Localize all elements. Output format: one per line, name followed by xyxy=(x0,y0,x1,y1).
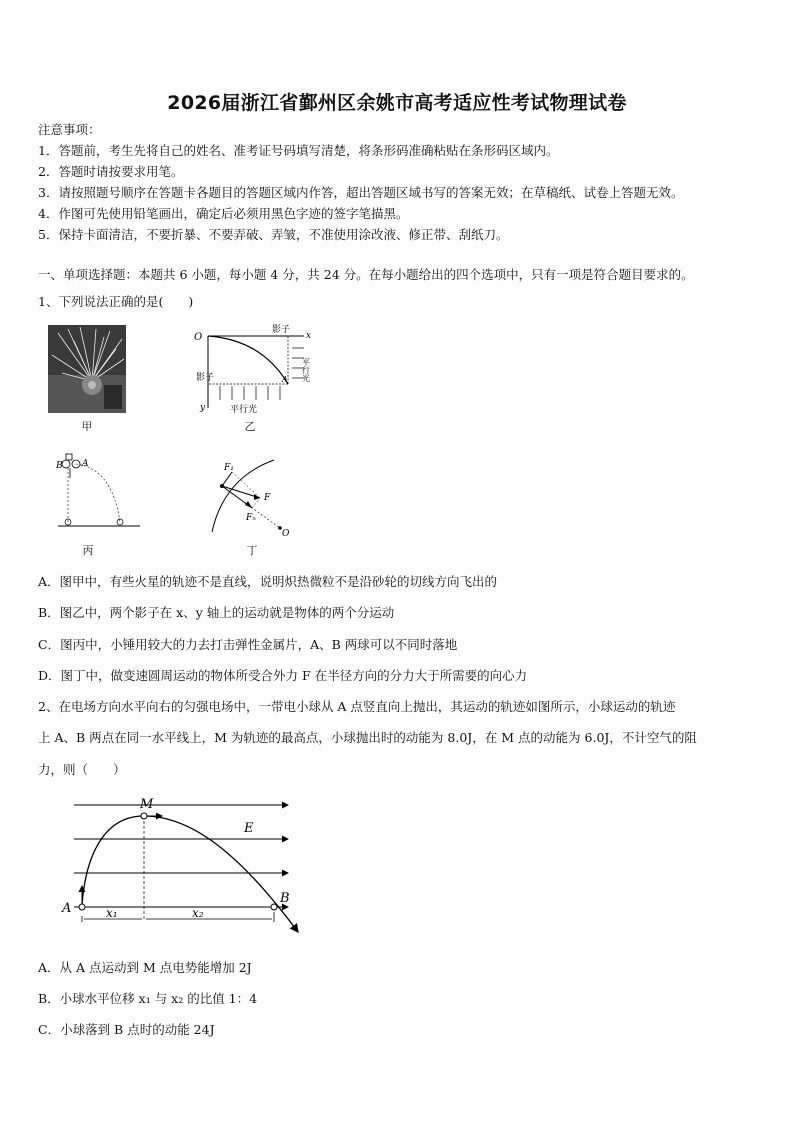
q2-stem-line: 上 A、B 两点在同一水平线上，M 为轨迹的最高点，小球抛出时的动能为 8.0J，在 M 点的动能为 6.0J，不计空气的阻 xyxy=(38,730,697,745)
q2-option-c: C．小球落到 B 点时的动能 24J xyxy=(38,1022,215,1037)
figure-caption-yi: 乙 xyxy=(244,420,256,433)
label-shadow-y: 影子 xyxy=(196,373,215,383)
label-e: E xyxy=(244,821,254,836)
label-b: B xyxy=(56,461,63,471)
figure-caption-ding: 丁 xyxy=(246,544,258,557)
q1-option-b: B．图乙中，两个影子在 x、y 轴上的运动就是物体的两个分运动 xyxy=(38,605,395,620)
label-origin: O xyxy=(194,332,203,343)
label-x1: x₁ xyxy=(106,906,118,920)
label-y-axis: y xyxy=(200,403,206,413)
q1-option-c: C．图丙中，小锤用较大的力去打击弹性金属片，A、B 两球可以不同时落地 xyxy=(38,637,458,652)
notice-heading: 注意事项： xyxy=(38,122,101,137)
notice-item: 2．答题时请按要求用笔。 xyxy=(38,164,184,179)
label-point: A xyxy=(282,375,288,384)
label-fn: Fₙ xyxy=(246,513,256,523)
label-b: B xyxy=(280,891,290,906)
notice-item: 4．作图可先使用铅笔画出，确定后必须用黑色字迹的签字笔描黑。 xyxy=(38,206,409,221)
label-f: F xyxy=(264,493,271,503)
label-f1: F₁ xyxy=(224,463,234,473)
q2-figure-trajectory xyxy=(56,792,308,940)
section-heading: 一、单项选择题：本题共 6 小题，每小题 4 分，共 24 分。在每小题给出的四个选项中，只有一项是符合题目要求的。 xyxy=(38,267,694,282)
figure-bing-diagram xyxy=(54,452,144,532)
question-1-stem: 1、下列说法正确的是( ) xyxy=(38,294,194,309)
label-x-axis: x xyxy=(306,331,312,341)
q1-option-a: A．图甲中，有些火星的轨迹不是直线，说明炽热微粒不是沿砂轮的切线方向飞出的 xyxy=(38,574,498,589)
notice-item: 5．保持卡面清洁，不要折暴、不要弄破、弄皱，不准使用涂改液、修正带、刮纸刀。 xyxy=(38,227,509,242)
q2-option-a: A．从 A 点运动到 M 点电势能增加 2J xyxy=(38,960,252,975)
notice-item: 3．请按照题号顺序在答题卡各题目的答题区域内作答，超出答题区域书写的答案无效；在草稿纸、试卷上答题无效。 xyxy=(38,185,684,200)
label-parallel-right: 平行光 xyxy=(301,358,311,382)
figure-jia-photo xyxy=(48,325,126,413)
notice-item: 1．答题前，考生先将自己的姓名、准考证号码填写清楚，将条形码准确粘贴在条形码区域内。 xyxy=(38,143,559,158)
label-m: M xyxy=(140,797,154,812)
label-x2: x₂ xyxy=(192,906,204,920)
label-shadow-x: 影子 xyxy=(272,325,291,335)
q2-option-b: B．小球水平位移 x₁ 与 x₂ 的比值 1：4 xyxy=(38,991,258,1006)
q2-stem-line: 2、在电场方向水平向右的匀强电场中，一带电小球从 A 点竖直向上抛出，其运动的轨迹如图所示，小球运动的轨迹 xyxy=(38,699,676,714)
label-a: A xyxy=(82,459,89,469)
label-o: O xyxy=(282,529,290,539)
q1-option-d: D．图丁中，做变速圆周运动的物体所受合外力 F 在半径方向的分力大于所需要的向心力 xyxy=(38,668,528,683)
figure-caption-jia: 甲 xyxy=(81,420,93,433)
figure-ding-diagram xyxy=(204,458,296,540)
figure-yi-diagram xyxy=(192,322,322,414)
figure-caption-bing: 丙 xyxy=(82,544,94,557)
q2-stem-line: 力，则（ ） xyxy=(38,762,126,777)
label-parallel-bottom: 平行光 xyxy=(230,405,258,414)
label-a: A xyxy=(62,901,72,916)
page-title: 2026届浙江省鄞州区余姚市高考适应性考试物理试卷 xyxy=(167,92,627,114)
